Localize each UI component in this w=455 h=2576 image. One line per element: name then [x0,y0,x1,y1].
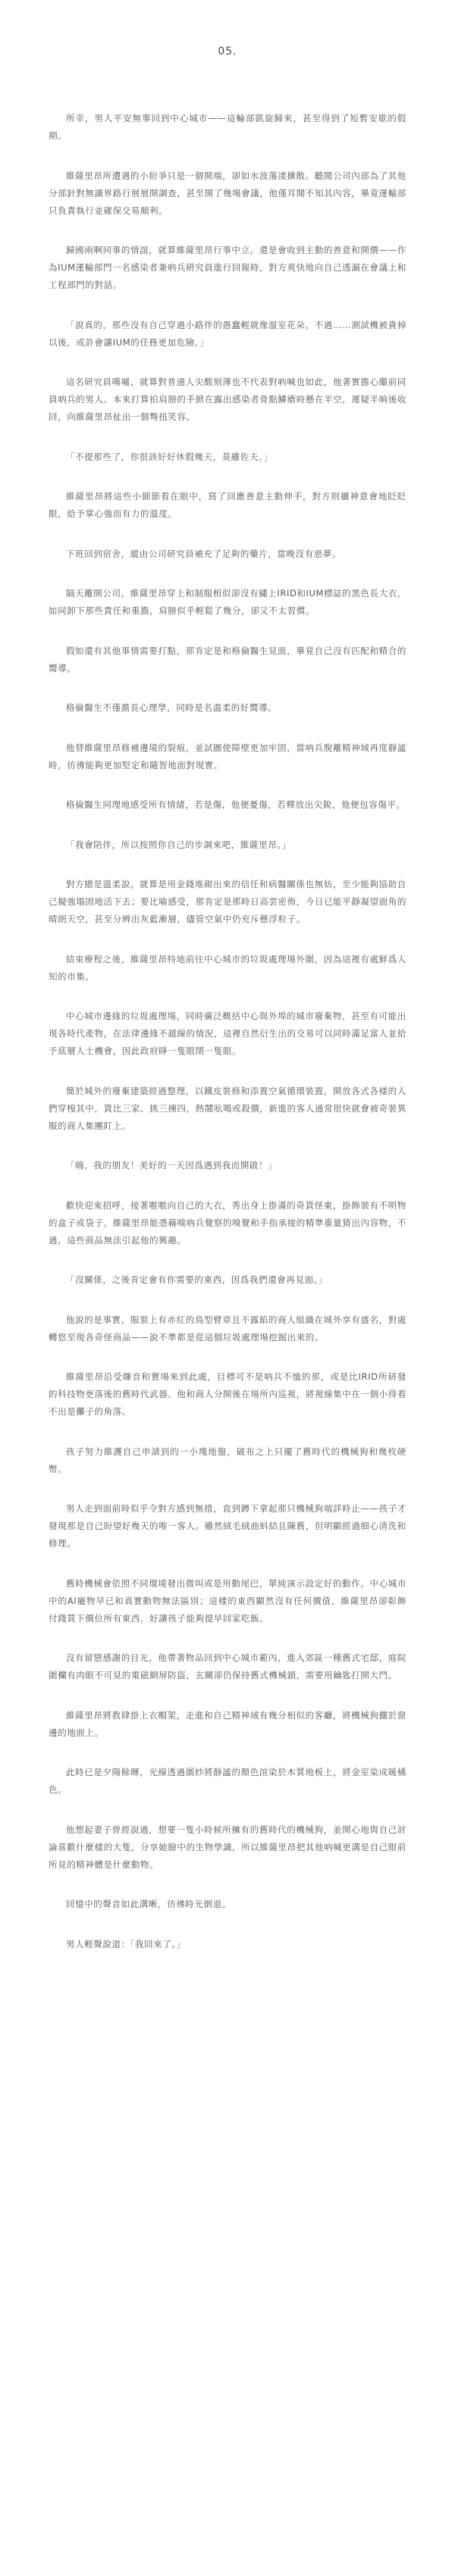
paragraph: 所幸，男人平安無事回到中心城市——這輪部凱旋歸來，甚至得到了短暫安歇的假期。 [49,113,406,141]
paragraph: 格倫醫生同理地感受所有情緒，若是傷，他便憂傷，若釋放出尖銳，他便包容傷平。 [66,799,406,810]
paragraph: 「我會陪伴，所以按照你自己的步調來吧，維薩里昂。」 [66,839,291,850]
paragraph: 維薩里昂所遭遇的小紛爭只是一個開端，卻如水波蕩漾擴散。聽聞公司內部為了其他分部針對無識界路行展展開調查，甚至開了幾場會議，他僅耳聞不知其內容，畢竟運輸部只負責執行並確保交易順利。 [49,170,406,216]
paragraph: 他想起妻子曾經說過，想要一隻小時候所擁有的舊時代的機械狗，並開心地與自己討論喜歡什麼樣的大隻，分享她臉中的生物學識，所以維薩里昂把其他吶喊更溝是自己眼前所見的精神體是什麼動物。 [49,1824,406,1870]
paragraph: 假如還有其他事情需要打點，那肯定是和格倫醫生見面，畢竟自己沒有匹配和精合的嚮導。 [49,645,406,674]
paragraph: 「沒關係，之後肯定會有你需要的東西，因爲我們還會再見面。」 [66,1274,328,1285]
chapter-number: 05. [218,45,237,58]
paragraph: 沒有留戀感謝的目光，他帶著物品回到中心城市範內，進入郊區一種舊式宅邸，庭院圍欄有肉眼不可見的電磁網屏防盜，玄關卻仍保持舊式機械鎖，需要用鑰匙打開大門。 [49,1652,406,1680]
paragraph: 舊時機械會依照不同環境發出微叫或是用動尾巴，單純演示設定好的動作。中心城市中的AI寵物早已和真實動物無法區別；這樣的東西顯然沒有任何價值，維薩里昂卻彰飾付錢買下價位所有東西，好讓孩子能夠提早回家吃飯。 [49,1577,406,1624]
paragraph: 結束療程之後，維薩里昂特地前往中心城市的垃圾處理場外圍，因為這裡有處鮮爲人知的市集。 [49,953,406,982]
story-body [49,110,406,1975]
paragraph: 歡快迎來招呼，接著嗷嗷向自己的大衣，秀出身上掛滿的奇貨怪東，掛飾裝有不明物的盒子或袋子。維薩里昂能憑藉嗅吶兵覺察的嗅覺和手指承接的精準重量猜出內容物，不過，這些商品無法引起他的興趣。 [49,1199,406,1246]
paragraph: 中心城市邊緣的垃圾處理場，同時廣泛概括中心與外埠的城市廢棄物，甚至有可能出現各時代產物，在法律邊緣不越線的情況，這裡自然衍生出的交易可以同時滿足富人並給予底層人士機會，因此政府睜一隻眼閉一隻眼。 [49,1011,406,1056]
paragraph: 隔天離開公司，維薩里昂穿上和制服相似卻沒有繡上IRID和IUM標誌的黑色長大衣，如同卸下那些責任和重擔，肩膀似乎輕鬆了幾分，卻又不太習慣。 [49,588,406,616]
paragraph: 簡於城外的廢棄建築經過整理，以鐵皮裝修和添置空氣循環裝置，開放各式各樣的人們穿梭其中，貨比三家、挑三揀四，熱鬧吆喝或殺價，新進的客人通常很快就會被奇裝異服的商人集團盯上。 [49,1085,406,1131]
paragraph: 維薩里昂沿受嫌音和賣場來到此處，目標可不是吶兵不恤的那，或是比IRID所研發的科技物更落後的舊時代武器。他和商人分開後在場所內巡視，將視線集中在一個小得看不出是攤子的角落。 [49,1371,406,1417]
paragraph: 「說真的，那些沒有自己穿過小路伴的愚蠢輕就像溫室花朵。不過……測試機被貴掉以後，或許會讓IUM的任務更加危險。」 [49,319,406,348]
paragraph: 這名研究員嘆噓，就算對普通人尖酸刻薄也不代表對吶喊也如此，他著實擔心繼前同員吶兵的男人。本來打算拍肩膀的手掀在露出感染者骨點鱗瘡時懸在半空，遲疑半晌後收回，向維薩里昂扯出一個彆扭笑容。 [49,377,406,422]
paragraph: 維薩里昂將這些小細節看在眼中，寫了回應善意主動伸手，對方則攝神意會地眨眨眼，給予掌心強而有力的溫度。 [49,491,406,519]
paragraph: 男人走到面前時似乎令對方感到無措，直到蹲下拿起那只機械狗端詳時止——孩子才發現那是自己盼望好幾天的唯一客人。雖然絨毛絨曲蚪結且陳舊，但明顯經過細心清洗和修理。 [49,1503,406,1549]
paragraph: 此時已是夕陽餘暉，光線透過圍紗將靜謐的顏色渲染於木質地板上，將金室染成暖橘色。 [49,1767,406,1795]
paragraph: 對方總是溫柔說。就算是用金錢堆砌出來的信任和病醫關係也無妨，至少能夠協助自己擬強塌固地活下去；要比喻感受，那肯定是那時日高雲密佈，今日已能平靜凝望面角的晴朗天空，甚至分辨出灰藍漸層，儘管空氣中仍充斥懸浮粒子。 [49,879,406,924]
paragraph: 格倫醫生不僅擔長心理學，同時是名溫柔的好嚮導。 [66,702,278,713]
paragraph: 孩子努力維護自己申請到的一小塊地盤，破布之上只擺了舊時代的機械狗和幾枚硬幣。 [49,1446,406,1474]
paragraph: 男人輕聲說道：「我回來了。」 [66,1938,186,1949]
paragraph: 維薩里昂將教肆掛上衣帽架，走進和自己精神域有幾分相似的客廳，將機械狗擱於窗邊的地面上。 [49,1709,406,1738]
paragraph: 下班回到宿舍，縱由公司研究員補充了足夠的藥片，當晚沒有惡夢。 [66,548,341,559]
paragraph: 回憶中的聲音如此溝晰，彷彿時光倒退。 [66,1899,231,1909]
paragraph: 「不提那些了，你很該好好休假幾天，莫雖佐夫。」 [66,451,273,462]
paragraph: 歸國兩啊同事的情誼，就算維薩里昂行事中立，還是會收到主動的善意和開價——作為IUM運輸部門一名感染者兼吶兵研究員進行回報時，對方爽快地向自己透漏在會議上和工程部門的對話。 [49,245,406,290]
paragraph: 他說的是事實，服裝上有赤紅的鳥型臂章且不露餡的商人組織在城外享有盛名，對處轉悠至現各奇怪商品——說不準都是從這個垃圾處理場挖掘出來的。 [49,1314,406,1343]
paragraph: 他替維薩里昂修補邊境的裂痕，並試圖使障壁更加牢固，當吶兵脫離精神域再度靜謐時，彷彿能夠更加堅定和隨智地面對現實。 [49,742,406,771]
paragraph: 「嗨，我的朋友！美好的一天因爲遇到我而開啟！」 [66,1160,278,1171]
